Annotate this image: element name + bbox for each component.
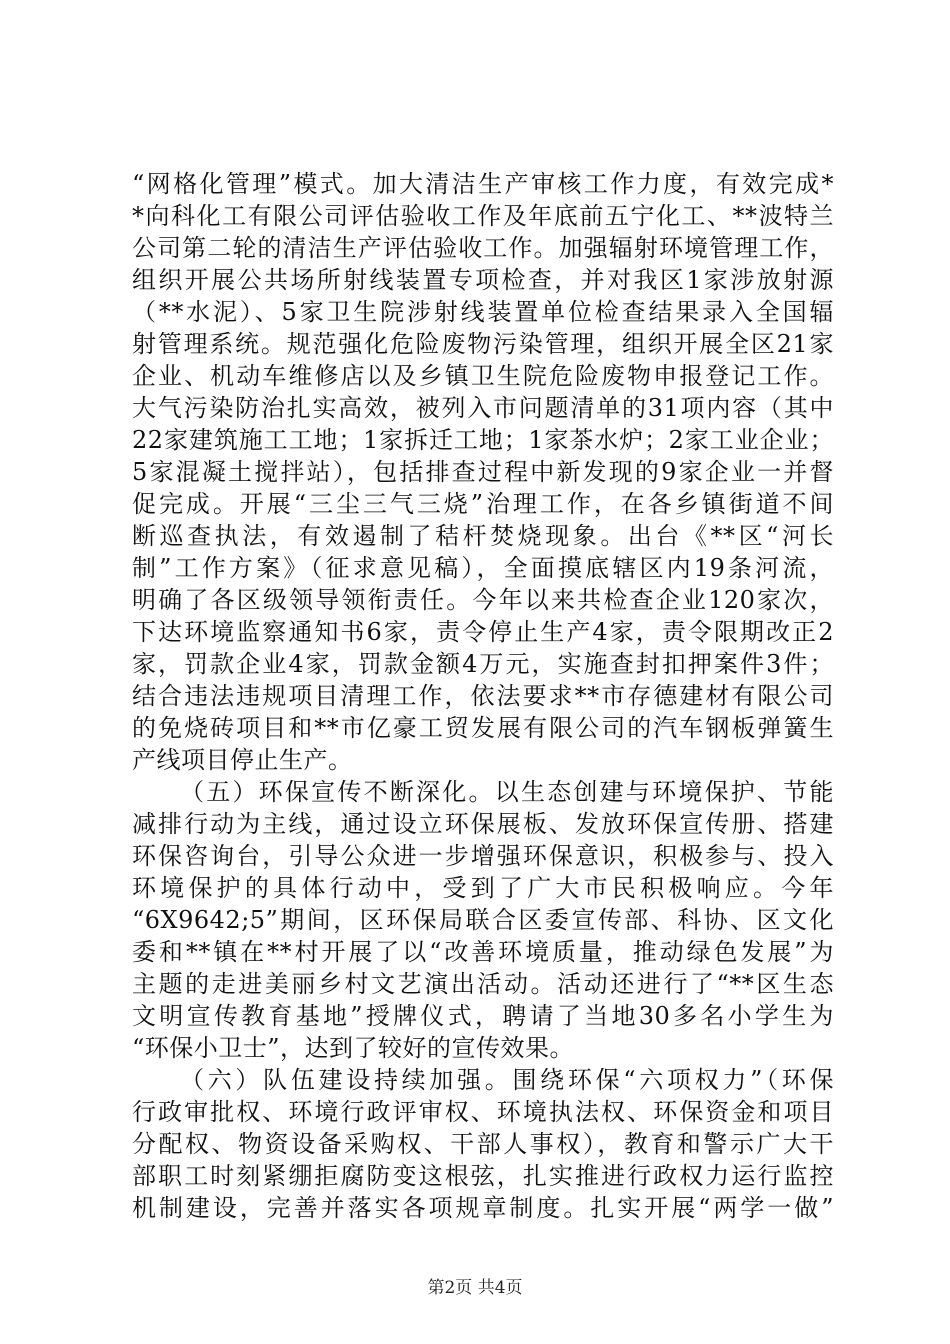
text-line: 企业、机动车维修店以及乡镇卫生院危险废物申报登记工作。 xyxy=(132,362,834,390)
text-line: 公司第二轮的清洁生产评估验收工作。加强辐射环境管理工作， xyxy=(132,234,834,262)
text-line: 产线项目停止生产。 xyxy=(132,746,353,774)
text-line: 大气污染防治扎实高效，被列入市问题清单的31项内容（其中 xyxy=(132,394,834,422)
text-line: 5家混凝土搅拌站），包括排查过程中新发现的9家企业一并督 xyxy=(132,458,834,486)
text-line: 委和**镇在**村开展了以“改善环境质量，推动绿色发展”为 xyxy=(132,938,834,966)
text-line: 机制建设，完善并落实各项规章制度。扎实开展“两学一做” xyxy=(132,1194,834,1222)
text-line: 减排行动为主线，通过设立环保展板、发放环保宣传册、搭建 xyxy=(132,810,834,838)
text-line: 行政审批权、环境行政评审权、环境执法权、环保资金和项目 xyxy=(132,1098,834,1126)
text-line: 促完成。开展“三尘三气三烧”治理工作，在各乡镇街道不间 xyxy=(132,490,834,518)
text-line: 结合违法违规项目清理工作，依法要求**市存德建材有限公司 xyxy=(132,682,834,710)
text-line: 22家建筑施工工地；1家拆迁工地；1家茶水炉；2家工业企业； xyxy=(132,426,834,454)
text-line: “环保小卫士”，达到了较好的宣传效果。 xyxy=(132,1034,575,1062)
text-line: 家，罚款企业4家，罚款金额4万元，实施查封扣押案件3件； xyxy=(132,650,834,678)
text-line: 断巡查执法，有效遏制了秸杆焚烧现象。出台《**区“河长 xyxy=(132,522,834,550)
text-line: 部职工时刻紧绷拒腐防变这根弦，扎实推进行政权力运行监控 xyxy=(132,1162,834,1190)
page-number-footer: 第2页 共4页 xyxy=(427,1278,523,1298)
text-line: 制”工作方案》（征求意见稿），全面摸底辖区内19条河流， xyxy=(132,554,834,582)
document-body xyxy=(132,168,834,1224)
text-line: *向科化工有限公司评估验收工作及年底前五宁化工、**波特兰 xyxy=(132,202,834,230)
text-line: 射管理系统。规范强化危险废物污染管理，组织开展全区21家 xyxy=(132,330,834,358)
text-line: 组织开展公共场所射线装置专项检查，并对我区1家涉放射源 xyxy=(132,266,834,294)
text-line: 明确了各区级领导领衔责任。今年以来共检查企业120家次， xyxy=(132,586,834,614)
paragraph-heading-line: （五）环保宣传不断深化。以生态创建与环境保护、节能 xyxy=(180,778,834,806)
text-line: 环境保护的具体行动中，受到了广大市民积极响应。今年 xyxy=(132,874,834,902)
text-line: 主题的走进美丽乡村文艺演出活动。活动还进行了“**区生态 xyxy=(132,970,834,998)
text-line: 下达环境监察通知书6家，责令停止生产4家，责令限期改正2 xyxy=(132,618,834,646)
text-line: 文明宣传教育基地”授牌仪式，聘请了当地30多名小学生为 xyxy=(132,1002,834,1030)
text-line: 的免烧砖项目和**市亿豪工贸发展有限公司的汽车钢板弹簧生 xyxy=(132,714,834,742)
text-line: 环保咨询台，引导公众进一步增强环保意识，积极参与、投入 xyxy=(132,842,834,870)
text-line: （**水泥）、5家卫生院涉射线装置单位检查结果录入全国辐 xyxy=(132,298,834,326)
paragraph-heading-line: （六）队伍建设持续加强。围绕环保“六项权力”（环保 xyxy=(180,1066,834,1094)
text-line: “网格化管理”模式。加大清洁生产审核工作力度，有效完成* xyxy=(132,170,834,198)
text-line: 分配权、物资设备采购权、干部人事权），教育和警示广大干 xyxy=(132,1130,834,1158)
text-line: “6X9642;5”期间，区环保局联合区委宣传部、科协、区文化 xyxy=(132,906,834,934)
